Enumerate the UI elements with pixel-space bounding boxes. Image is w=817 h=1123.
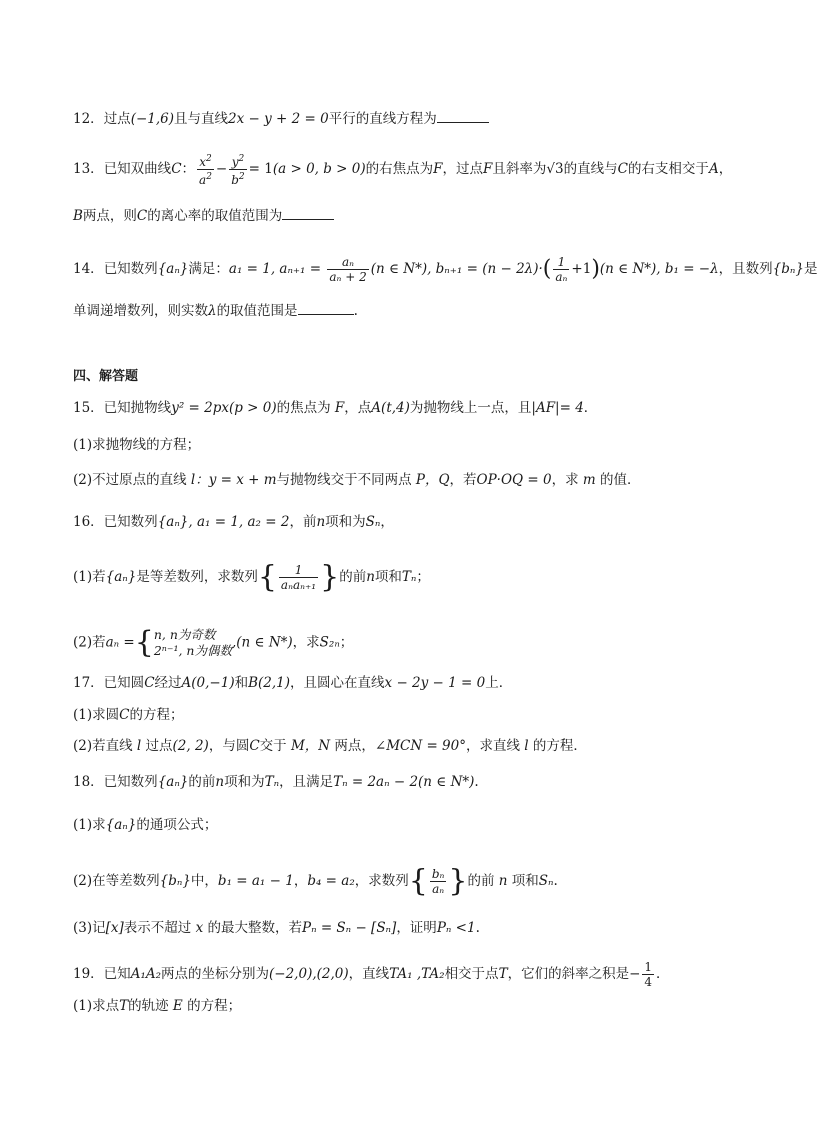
question-18-part-2 <box>73 863 774 899</box>
numerator: $y^2$ <box>229 152 246 170</box>
variable: n <box>215 774 225 790</box>
question-16 <box>73 512 774 532</box>
paren-close: ) <box>591 256 600 282</box>
text: . <box>553 873 558 889</box>
text: 19．已知 <box>73 966 131 982</box>
text: ，直线 <box>348 966 390 982</box>
curve-name: C <box>136 208 148 224</box>
text: 交于 <box>259 738 287 754</box>
sequence: {bₙ} <box>159 873 191 889</box>
points: A₁A₂ <box>130 966 162 982</box>
sum: Sₙ <box>365 514 381 530</box>
question-15 <box>73 398 774 418</box>
numerator: 1 <box>553 255 569 270</box>
text: 项和为 <box>325 514 366 530</box>
text: (1)若 <box>73 569 106 585</box>
distance: |AF|= 4 <box>531 400 584 416</box>
text: ． <box>656 966 670 982</box>
text: 的方程； <box>187 998 242 1014</box>
brace-open: { <box>257 559 277 595</box>
lambda: λ <box>208 303 217 319</box>
text: ，求 <box>551 472 579 488</box>
minus-sign: − <box>215 161 228 177</box>
text: (2)若直线 <box>73 738 133 754</box>
question-number: 13． <box>73 161 104 177</box>
piecewise-cases <box>154 627 232 659</box>
point: T <box>119 998 129 1014</box>
line-name: l <box>520 738 533 754</box>
circle-name: C <box>249 738 260 754</box>
text: ： <box>181 161 196 177</box>
variable: n <box>316 514 326 530</box>
minus-sign: − <box>629 966 641 982</box>
numerator: 1 <box>644 960 653 974</box>
case-even: 2ⁿ⁻¹, n为偶数 <box>153 643 232 658</box>
answer-blank <box>298 300 354 315</box>
focus: F <box>433 161 443 177</box>
text: 两点， <box>334 738 375 754</box>
line-name: l： <box>186 472 209 488</box>
answer-blank <box>437 108 489 123</box>
text: ，若 <box>449 472 477 488</box>
paren-open: ( <box>542 256 552 282</box>
case-odd: n, n为奇数 <box>153 627 216 642</box>
sum: Tₙ <box>264 774 280 790</box>
text: ，与圆 <box>208 738 250 754</box>
question-15-part-1: (1)求抛物线的方程； <box>73 437 201 453</box>
text: 的离心率的取值范围为 <box>147 208 283 224</box>
recurrence-b: (n ∈ N*), bₙ₊₁ = (n − 2λ)· <box>370 261 543 277</box>
text: ，且数列 <box>718 261 773 277</box>
floor-notation: [x] <box>105 920 124 936</box>
text: 且与直线 <box>174 111 229 127</box>
fraction-y2-b2 <box>229 152 246 187</box>
points: P，Q <box>411 472 450 488</box>
answer-blank <box>282 205 334 220</box>
focus: F <box>330 400 345 416</box>
text: (1)求点 <box>73 998 120 1014</box>
text: 的方程； <box>129 707 184 723</box>
plus-one: +1 <box>571 261 592 277</box>
text: 两点，则 <box>82 208 137 224</box>
text: (3)记 <box>73 920 106 936</box>
denominator: aₙ <box>555 270 568 284</box>
text: 和 <box>234 675 249 691</box>
text: 的直线与 <box>563 161 618 177</box>
text: 的最大整数，若 <box>207 920 302 936</box>
curve-name: C <box>171 161 182 177</box>
curve-name: C <box>617 161 628 177</box>
text: ， <box>380 514 394 530</box>
question-17-part-1 <box>73 705 774 725</box>
text: 上． <box>485 675 513 691</box>
text: 为抛物线上一点，且 <box>409 400 532 416</box>
point: (2, 2) <box>172 738 209 754</box>
denominator: $b^2$ <box>231 172 245 187</box>
text: ，且圆心在直线 <box>290 675 385 691</box>
text: (1)求 <box>73 817 106 833</box>
point: A <box>708 161 719 177</box>
sequence: {aₙ} <box>105 817 137 833</box>
point: A(0,−1) <box>181 675 235 691</box>
text: 的轨迹 <box>128 998 169 1014</box>
text: ，求数列 <box>354 873 409 889</box>
point: B <box>73 208 83 224</box>
point: B(2,1) <box>248 675 291 691</box>
sum: Sₙ <box>538 873 554 889</box>
brace-close: } <box>448 863 468 899</box>
condition: ,(n ∈ N*) <box>231 634 293 651</box>
sum: S₂ₙ <box>319 634 340 651</box>
sequence: {aₙ} <box>157 261 189 277</box>
text: 中， <box>190 873 218 889</box>
question-18-part-1 <box>73 815 774 835</box>
text: . <box>474 774 479 790</box>
sequence: {aₙ}, a₁ = 1, a₂ = 2 <box>157 514 290 530</box>
question-number: 12． <box>73 111 104 127</box>
text: . <box>353 303 358 319</box>
lines: TA₁ ,TA₂ <box>389 966 445 982</box>
line-equation: x − 2y − 1 = 0 <box>384 675 486 691</box>
vector-dot-product: OP·OQ = 0 <box>476 472 552 488</box>
equals-one: = 1 <box>248 161 273 177</box>
fraction <box>327 255 368 284</box>
points: M，N <box>286 738 335 754</box>
text: 平行的直线方程为 <box>328 111 437 127</box>
text: ，过点 <box>442 161 484 177</box>
numerator: bₙ <box>431 867 445 881</box>
text: 的值． <box>599 472 641 488</box>
text: 的方程． <box>532 738 587 754</box>
sequence-term: aₙ = <box>105 634 135 651</box>
text: (1)求圆 <box>73 707 120 723</box>
sum: Tₙ <box>401 569 417 585</box>
question-17-part-2 <box>73 736 774 756</box>
text: 过点 <box>145 738 173 754</box>
text: 是等差数列，求数列 <box>136 569 258 585</box>
question-13-line-2 <box>73 205 774 226</box>
text: (2)在等差数列 <box>73 873 160 889</box>
brace-close: } <box>320 559 340 595</box>
denominator: aₙ <box>432 882 445 896</box>
numerator: $x^2$ <box>197 152 214 170</box>
question-number: 14． <box>73 261 104 277</box>
condition: (a > 0, b > 0) <box>272 161 366 177</box>
denominator: aₙaₙ₊₁ <box>280 578 317 592</box>
text: 表示不超过 <box>123 920 192 936</box>
question-19 <box>73 960 774 989</box>
line-equation: y = x + m <box>208 472 277 488</box>
text: 的前 <box>339 569 367 585</box>
sequence: {aₙ} <box>157 774 189 790</box>
text: 15．已知抛物线 <box>73 400 172 416</box>
point: T <box>498 966 508 982</box>
denominator: $a^2$ <box>199 172 212 187</box>
variable: m <box>578 472 600 488</box>
relation: b₁ = a₁ − 1 <box>217 873 294 889</box>
text: (2)不过原点的直线 <box>73 472 187 488</box>
fraction <box>279 563 318 592</box>
text: 的通项公式； <box>136 817 218 833</box>
line-name: l <box>132 738 146 754</box>
fraction <box>430 867 447 896</box>
slope-value: √3 <box>546 161 564 177</box>
text: 的取值范围是 <box>216 303 298 319</box>
circle-name: C <box>144 675 155 691</box>
text: ， <box>718 161 733 177</box>
fraction <box>553 255 569 284</box>
brace-open: { <box>408 863 428 899</box>
numerator: 1 <box>279 563 318 578</box>
point: A(t,4) <box>371 400 410 416</box>
question-18 <box>73 772 774 792</box>
text: 的右支相交于 <box>627 161 709 177</box>
question-16-part-1 <box>73 559 774 595</box>
text: 相交于点 <box>444 966 499 982</box>
text: ， <box>293 873 308 889</box>
section-heading: 四、解答题 <box>73 369 139 384</box>
variable: x <box>191 920 208 936</box>
relation: b₄ = a₂ <box>307 873 355 889</box>
denominator: aₙ + 2 <box>329 270 367 284</box>
text: 且斜率为 <box>492 161 547 177</box>
question-19-part-1 <box>73 996 774 1016</box>
question-14-line-2 <box>73 300 774 321</box>
question-16-part-2 <box>73 627 774 659</box>
text: 已知数列 <box>103 261 158 277</box>
text: 已知双曲线 <box>103 161 172 177</box>
text: 单调递增数列，则实数 <box>73 303 208 319</box>
text: 17．已知圆 <box>73 675 145 691</box>
text: 的右焦点为 <box>365 161 434 177</box>
trajectory: E <box>168 998 188 1014</box>
text: ，前 <box>289 514 317 530</box>
text: 18．已知数列 <box>73 774 158 790</box>
text: 项和 <box>374 569 402 585</box>
text: 与抛物线交于不同两点 <box>276 472 412 488</box>
circle-name: C <box>119 707 130 723</box>
text: ，求直线 <box>466 738 520 754</box>
text: 的前 <box>188 774 216 790</box>
variable: n <box>494 873 512 889</box>
parabola-equation: y² = 2px(p > 0) <box>171 400 277 416</box>
question-12 <box>73 108 774 129</box>
point: (−1,6) <box>130 111 175 127</box>
text: 过点 <box>103 111 131 127</box>
numerator: aₙ <box>327 255 368 270</box>
angle: ∠MCN = 90° <box>374 738 466 754</box>
coordinates: (−2,0),(2,0) <box>269 966 349 982</box>
text: ，点 <box>344 400 372 416</box>
question-13 <box>73 152 774 187</box>
text: 两点的坐标分别为 <box>161 966 270 982</box>
text: 项和 <box>511 873 539 889</box>
text: ． <box>583 400 598 416</box>
condition: (n ∈ N*), b₁ = −λ <box>599 261 719 277</box>
sequence: {aₙ} <box>105 569 137 585</box>
text: 项和为 <box>224 774 265 790</box>
text: (2)若 <box>73 634 106 651</box>
question-15-part-2 <box>73 470 774 490</box>
text: 的焦点为 <box>276 400 331 416</box>
denominator: 4 <box>644 975 653 989</box>
text: 是 <box>803 261 817 277</box>
relation: Tₙ = 2aₙ − 2(n ∈ N*) <box>333 774 475 790</box>
text: 16．已知数列 <box>73 514 158 530</box>
brace-open: { <box>134 625 154 660</box>
recurrence: a₁ = 1, aₙ₊₁ = <box>228 261 326 277</box>
text: 经过 <box>154 675 182 691</box>
text: ； <box>339 634 354 651</box>
relation: Pₙ = Sₙ − [Sₙ] <box>301 920 397 936</box>
text: 满足： <box>188 261 229 277</box>
line-equation: 2x − y + 2 = 0 <box>228 111 329 127</box>
text: ，证明 <box>396 920 437 936</box>
fraction-x2-a2 <box>197 152 214 187</box>
sequence: {bₙ} <box>772 261 804 277</box>
fraction <box>642 960 654 989</box>
variable: n <box>366 569 375 585</box>
text: ，它们的斜率之积是 <box>507 966 630 982</box>
text: . <box>475 920 480 936</box>
inequality: Pₙ <1 <box>436 920 476 936</box>
text: ； <box>416 569 430 585</box>
focus: F <box>483 161 493 177</box>
text: 的前 <box>467 873 495 889</box>
text: ，且满足 <box>279 774 334 790</box>
question-14 <box>73 255 817 284</box>
text: ，求 <box>292 634 320 651</box>
question-18-part-3 <box>73 918 774 938</box>
question-17 <box>73 673 774 693</box>
